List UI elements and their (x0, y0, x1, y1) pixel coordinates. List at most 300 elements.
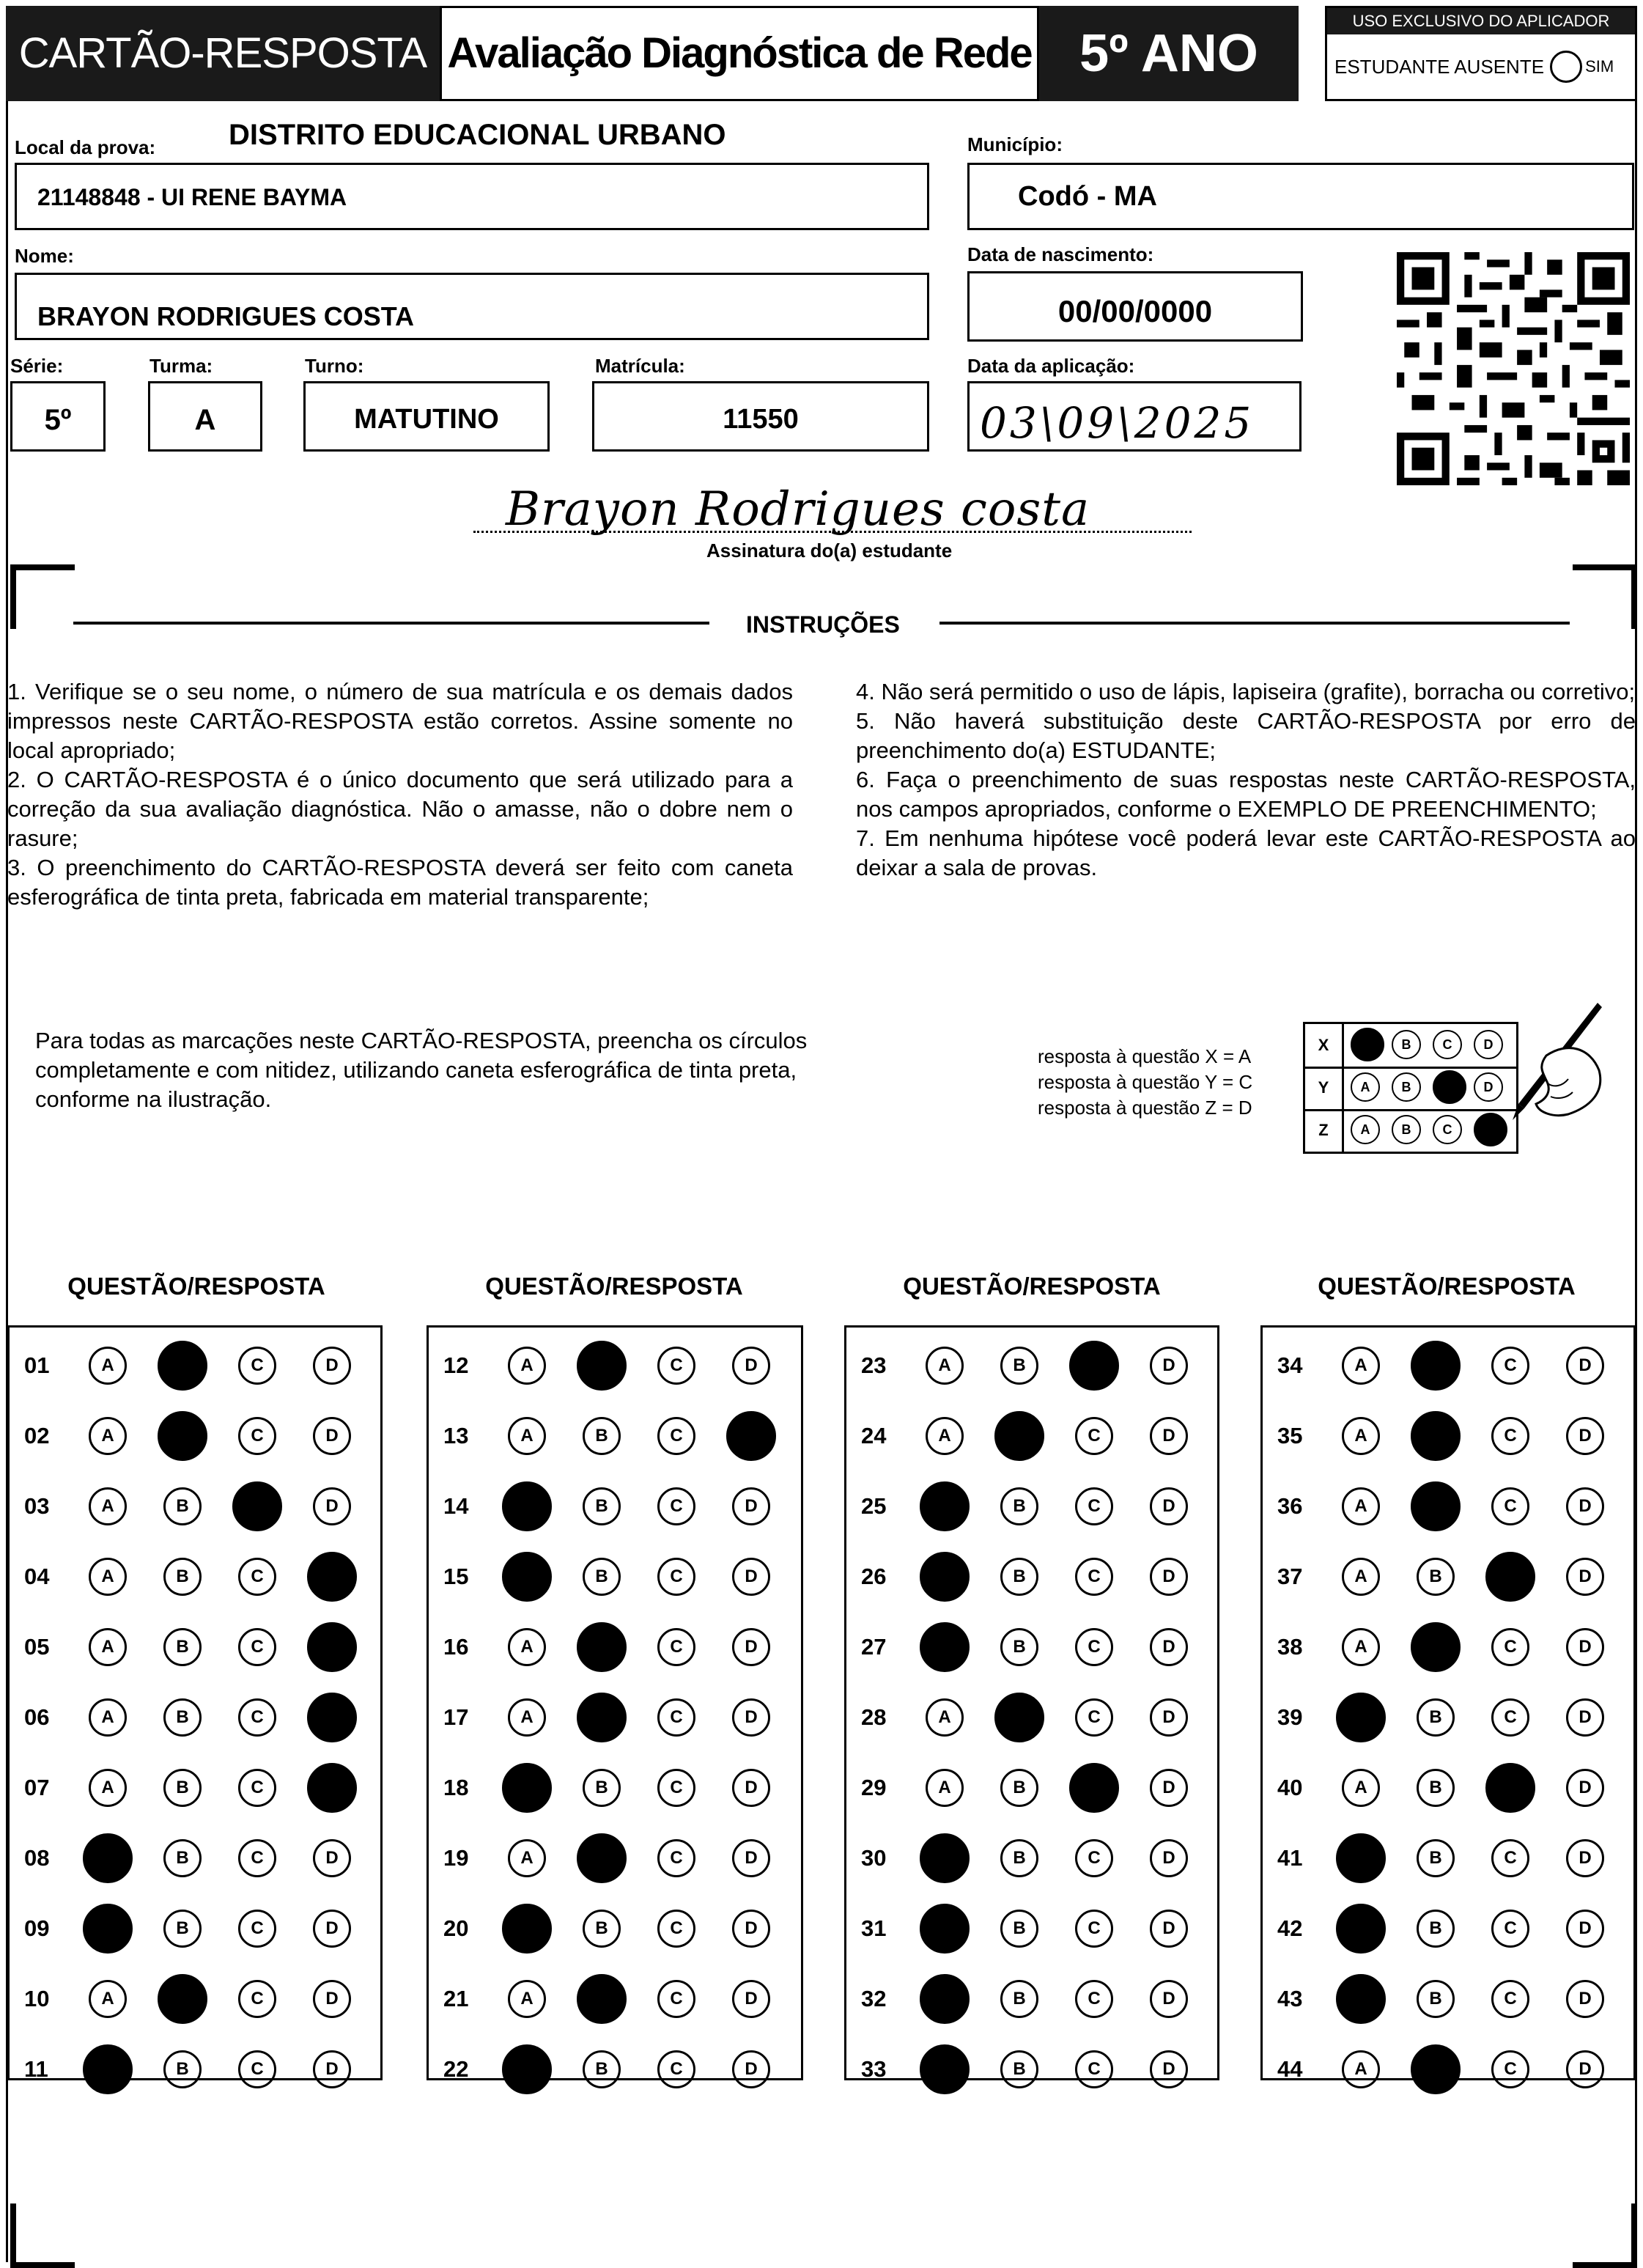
question-row (1263, 1344, 1633, 1388)
answer-bubble-b[interactable]: B (583, 1910, 621, 1948)
answer-bubble-filled-b[interactable] (994, 1693, 1044, 1742)
answer-bubble-d[interactable]: D (732, 1698, 770, 1737)
answer-bubble-filled-c[interactable] (1485, 1552, 1535, 1602)
answer-bubble-c[interactable]: C (1491, 1628, 1529, 1666)
nascimento-label: Data de nascimento: (967, 243, 1154, 265)
column-header-4: QUESTÃO/RESPOSTA (1318, 1273, 1576, 1300)
answer-bubble-d[interactable]: D (1566, 1558, 1604, 1596)
answer-bubble-a[interactable]: A (508, 1698, 546, 1737)
answer-bubble-c[interactable]: C (1075, 1980, 1113, 2018)
question-row (10, 1977, 380, 2021)
answer-bubble-c[interactable]: C (657, 1769, 695, 1807)
question-row (10, 1625, 380, 1669)
nome-field (15, 273, 929, 340)
answer-bubble-filled-d[interactable] (307, 1552, 357, 1602)
question-number: 04 (24, 1564, 50, 1589)
question-row (1263, 1907, 1633, 1951)
answer-bubble-a[interactable]: A (1342, 1558, 1380, 1596)
answer-bubble-a[interactable]: A (1342, 1628, 1380, 1666)
question-number: 15 (443, 1564, 469, 1589)
answer-bubble-b[interactable]: B (1417, 1980, 1455, 2018)
question-row (1263, 1696, 1633, 1739)
question-row (429, 1836, 801, 1880)
question-number: 13 (443, 1423, 469, 1448)
answer-bubble-filled-d[interactable] (307, 1622, 357, 1672)
answer-bubble-b[interactable]: B (583, 1487, 621, 1525)
answer-bubble-b[interactable]: B (1000, 2050, 1038, 2088)
question-row (10, 1344, 380, 1388)
question-row (1263, 1414, 1633, 1458)
answer-bubble-filled-a[interactable] (83, 2044, 133, 2094)
answer-bubble-d[interactable]: D (732, 2050, 770, 2088)
answer-bubble-c[interactable]: C (1075, 2050, 1113, 2088)
answer-bubble-c[interactable]: C (238, 2050, 276, 2088)
signature-caption: Assinatura do(a) estudante (706, 540, 953, 562)
answer-bubble-d[interactable]: D (1150, 1487, 1188, 1525)
answer-bubble-c[interactable]: C (1075, 1487, 1113, 1525)
answer-bubble-b[interactable]: B (163, 1558, 202, 1596)
answer-bubble-c[interactable]: C (1075, 1839, 1113, 1877)
answer-bubble-a[interactable]: A (89, 1347, 127, 1385)
answer-bubble-filled-a[interactable] (920, 1833, 970, 1883)
nome-label: Nome: (15, 245, 74, 267)
example-row-label: Z (1305, 1109, 1344, 1152)
answer-bubble-filled-a[interactable] (83, 1904, 133, 1954)
answer-bubble-filled-b[interactable] (577, 1974, 627, 2024)
answer-bubble-c[interactable]: C (1491, 2050, 1529, 2088)
question-number: 32 (861, 1986, 887, 2011)
instruction-5: 5. Não haverá substituição deste CARTÃO-RESPOSTA por erro de preenchimento do(a) ESTUDANTE; (856, 708, 1636, 763)
answer-bubble-c[interactable]: C (657, 1839, 695, 1877)
example-bubble-b: B (1392, 1030, 1421, 1059)
question-row (10, 1696, 380, 1739)
answer-bubble-a[interactable]: A (89, 1698, 127, 1737)
answer-bubble-b[interactable]: B (1000, 1910, 1038, 1948)
answer-bubble-d[interactable]: D (732, 1628, 770, 1666)
instruction-7: 7. Em nenhuma hipótese você poderá levar este CARTÃO-RESPOSTA ao deixar a sala de provas. (856, 825, 1636, 880)
answer-bubble-filled-a[interactable] (502, 1552, 552, 1602)
answer-bubble-filled-a[interactable] (502, 1904, 552, 1954)
answer-bubble-c[interactable]: C (1491, 1698, 1529, 1737)
absent-bubble[interactable] (1550, 51, 1582, 83)
answer-bubble-c[interactable]: C (657, 1417, 695, 1455)
question-row (1263, 1766, 1633, 1810)
column-header-2: QUESTÃO/RESPOSTA (485, 1273, 743, 1300)
answer-bubble-d[interactable]: D (313, 1417, 351, 1455)
question-row (846, 1696, 1217, 1739)
question-row (846, 1555, 1217, 1599)
instruction-1: 1. Verifique se o seu nome, o número de sua matrícula e os demais dados impressos neste CARTÃO-RESPOSTA estão corretos. Assine somente no local apropriado; (7, 679, 793, 763)
question-row (10, 1484, 380, 1528)
question-row (429, 1977, 801, 2021)
answer-bubble-d[interactable]: D (1150, 1839, 1188, 1877)
turno-value: MATUTINO (354, 404, 499, 435)
exclusive-use-label: USO EXCLUSIVO DO APLICADOR (1327, 8, 1635, 34)
question-row (846, 1344, 1217, 1388)
answer-bubble-b[interactable]: B (583, 1558, 621, 1596)
answer-bubble-filled-d[interactable] (307, 1763, 357, 1813)
answer-bubble-d[interactable]: D (732, 1839, 770, 1877)
answer-bubble-a[interactable]: A (926, 1417, 964, 1455)
question-number: 22 (443, 2056, 469, 2082)
answer-bubble-d[interactable]: D (732, 1910, 770, 1948)
question-number: 30 (861, 1845, 887, 1871)
example-line-z: resposta à questão Z = D (1038, 1097, 1252, 1119)
question-row (846, 1907, 1217, 1951)
example-legend (1038, 1044, 1252, 1121)
answer-bubble-filled-c[interactable] (1485, 1763, 1535, 1813)
answer-bubble-a[interactable]: A (926, 1698, 964, 1737)
answer-bubble-b[interactable]: B (163, 1698, 202, 1737)
answer-bubble-a[interactable]: A (1342, 1487, 1380, 1525)
answer-bubble-b[interactable]: B (163, 1910, 202, 1948)
answer-bubble-c[interactable]: C (657, 1347, 695, 1385)
example-bubble-a: A (1351, 1072, 1380, 1102)
answer-bubble-filled-b[interactable] (1411, 1622, 1461, 1672)
instructions-rule-right (939, 622, 1570, 625)
question-row (1263, 1836, 1633, 1880)
turno-label: Turno: (305, 355, 364, 377)
answer-bubble-a[interactable]: A (926, 1769, 964, 1807)
answer-bubble-filled-d[interactable] (726, 1411, 776, 1461)
question-row (429, 1625, 801, 1669)
answer-bubble-c[interactable]: C (238, 1910, 276, 1948)
answer-bubble-filled-a[interactable] (1336, 1904, 1386, 1954)
answer-bubble-d[interactable]: D (1566, 2050, 1604, 2088)
instructions-right (856, 677, 1636, 883)
aplicacao-value: 03\09\2025 (980, 398, 1255, 448)
example-row-label: X (1305, 1024, 1344, 1067)
answer-bubble-a[interactable]: A (89, 1769, 127, 1807)
answer-bubble-filled-b[interactable] (994, 1411, 1044, 1461)
answer-bubble-b[interactable]: B (583, 1769, 621, 1807)
answer-bubble-d[interactable]: D (313, 1839, 351, 1877)
answer-bubble-c[interactable]: C (657, 1558, 695, 1596)
answer-bubble-b[interactable]: B (163, 2050, 202, 2088)
answer-bubble-filled-b[interactable] (577, 1693, 627, 1742)
question-number: 07 (24, 1775, 50, 1800)
answer-bubble-a[interactable]: A (1342, 1347, 1380, 1385)
answer-bubble-c[interactable]: C (1491, 1910, 1529, 1948)
answer-bubble-filled-a[interactable] (83, 1833, 133, 1883)
answer-bubble-d[interactable]: D (1566, 1698, 1604, 1737)
exam-name-block (440, 6, 1039, 101)
instruction-3: 3. O preenchimento do CARTÃO-RESPOSTA deverá ser feito com caneta esferográfica de tinta preta, fabricada em material transparente; (7, 855, 793, 910)
question-row (846, 1836, 1217, 1880)
column-header-3: QUESTÃO/RESPOSTA (903, 1273, 1161, 1300)
question-row (429, 1766, 801, 1810)
serie-value: 5º (44, 404, 72, 436)
answer-bubble-c[interactable]: C (1491, 1839, 1529, 1877)
answer-bubble-d[interactable]: D (1566, 1980, 1604, 2018)
question-number: 44 (1277, 2056, 1303, 2082)
answer-bubble-d[interactable]: D (732, 1487, 770, 1525)
question-column-3 (844, 1325, 1219, 2080)
question-row (1263, 1484, 1633, 1528)
answer-bubble-filled-b[interactable] (158, 1341, 207, 1391)
answer-bubble-filled-d[interactable] (307, 1693, 357, 1742)
answer-bubble-d[interactable]: D (1566, 1910, 1604, 1948)
answer-bubble-b[interactable]: B (1000, 1839, 1038, 1877)
answer-bubble-b[interactable]: B (583, 2050, 621, 2088)
answer-bubble-c[interactable]: C (657, 2050, 695, 2088)
answer-bubble-d[interactable]: D (732, 1347, 770, 1385)
question-number: 08 (24, 1845, 50, 1871)
answer-bubble-d[interactable]: D (313, 2050, 351, 2088)
answer-bubble-b[interactable]: B (1417, 1839, 1455, 1877)
answer-bubble-d[interactable]: D (1150, 1558, 1188, 1596)
question-number: 17 (443, 1704, 469, 1730)
question-number: 39 (1277, 1704, 1303, 1730)
question-number: 40 (1277, 1775, 1303, 1800)
serie-label: Série: (10, 355, 64, 377)
answer-bubble-d[interactable]: D (1150, 1347, 1188, 1385)
matricula-label: Matrícula: (595, 355, 685, 377)
answer-bubble-c[interactable]: C (238, 1980, 276, 2018)
answer-bubble-a[interactable]: A (1342, 1417, 1380, 1455)
answer-bubble-d[interactable]: D (732, 1769, 770, 1807)
answer-bubble-a[interactable]: A (1342, 2050, 1380, 2088)
answer-bubble-a[interactable]: A (89, 1487, 127, 1525)
answer-bubble-filled-a[interactable] (502, 2044, 552, 2094)
answer-bubble-c[interactable]: C (1075, 1628, 1113, 1666)
question-number: 18 (443, 1775, 469, 1800)
answer-bubble-filled-b[interactable] (1411, 1341, 1461, 1391)
answer-bubble-b[interactable]: B (1417, 1558, 1455, 1596)
question-number: 37 (1277, 1564, 1303, 1589)
answer-bubble-a[interactable]: A (1342, 1769, 1380, 1807)
answer-bubble-b[interactable]: B (1000, 1628, 1038, 1666)
matricula-value: 11550 (723, 404, 799, 435)
answer-bubble-d[interactable]: D (1150, 1698, 1188, 1737)
absent-yes: SIM (1585, 57, 1614, 76)
answer-bubble-filled-b[interactable] (158, 1411, 207, 1461)
answer-bubble-c[interactable]: C (657, 1980, 695, 2018)
answer-bubble-d[interactable]: D (1150, 2050, 1188, 2088)
answer-bubble-a[interactable]: A (508, 1839, 546, 1877)
answer-bubble-a[interactable]: A (89, 1417, 127, 1455)
answer-bubble-d[interactable]: D (1566, 1769, 1604, 1807)
question-number: 12 (443, 1352, 469, 1378)
answer-bubble-b[interactable]: B (1417, 1910, 1455, 1948)
answer-bubble-d[interactable]: D (1566, 1839, 1604, 1877)
answer-bubble-c[interactable]: C (1075, 1558, 1113, 1596)
answer-bubble-b[interactable]: B (1000, 1980, 1038, 2018)
turma-value: A (194, 404, 216, 436)
answer-bubble-filled-a[interactable] (502, 1481, 552, 1531)
turma-field (148, 381, 262, 452)
answer-bubble-c[interactable]: C (1075, 1698, 1113, 1737)
answer-bubble-d[interactable]: D (313, 1980, 351, 2018)
question-number: 38 (1277, 1634, 1303, 1660)
question-column-4 (1260, 1325, 1636, 2080)
answer-bubble-b[interactable]: B (163, 1769, 202, 1807)
question-number: 42 (1277, 1915, 1303, 1941)
question-number: 01 (24, 1352, 50, 1378)
example-line-x: resposta à questão X = A (1038, 1045, 1252, 1067)
answer-bubble-d[interactable]: D (1150, 1417, 1188, 1455)
answer-bubble-filled-b[interactable] (1411, 2044, 1461, 2094)
answer-bubble-filled-a[interactable] (920, 2044, 970, 2094)
answer-bubble-c[interactable]: C (657, 1628, 695, 1666)
question-row (429, 1555, 801, 1599)
answer-bubble-filled-a[interactable] (1336, 1693, 1386, 1742)
answer-bubble-filled-b[interactable] (1411, 1481, 1461, 1531)
answer-bubble-filled-a[interactable] (920, 1552, 970, 1602)
question-number: 28 (861, 1704, 887, 1730)
question-number: 02 (24, 1423, 50, 1448)
answer-bubble-a[interactable]: A (89, 1628, 127, 1666)
answer-bubble-b[interactable]: B (1000, 1769, 1038, 1807)
question-row (1263, 1977, 1633, 2021)
answer-bubble-filled-b[interactable] (577, 1833, 627, 1883)
answer-bubble-c[interactable]: C (657, 1487, 695, 1525)
question-row (10, 1907, 380, 1951)
answer-bubble-d[interactable]: D (732, 1980, 770, 2018)
question-number: 05 (24, 1634, 50, 1660)
answer-bubble-c[interactable]: C (657, 1910, 695, 1948)
answer-bubble-d[interactable]: D (313, 1487, 351, 1525)
answer-bubble-a[interactable]: A (508, 1980, 546, 2018)
answer-bubble-filled-c[interactable] (232, 1481, 282, 1531)
question-row (1263, 1625, 1633, 1669)
instructions-rule-left (73, 622, 709, 625)
answer-bubble-c[interactable]: C (1491, 1417, 1529, 1455)
nome-value: BRAYON RODRIGUES COSTA (37, 301, 415, 331)
answer-bubble-filled-a[interactable] (920, 1904, 970, 1954)
question-row (846, 1414, 1217, 1458)
answer-bubble-d[interactable]: D (1566, 1417, 1604, 1455)
answer-bubble-b[interactable]: B (163, 1628, 202, 1666)
instructions-title: INSTRUÇÕES (746, 611, 900, 638)
turma-label: Turma: (149, 355, 213, 377)
answer-bubble-a[interactable]: A (89, 1980, 127, 2018)
answer-bubble-d[interactable]: D (313, 1347, 351, 1385)
answer-bubble-a[interactable]: A (926, 1347, 964, 1385)
card-title-block (6, 6, 440, 101)
answer-bubble-c[interactable]: C (1075, 1417, 1113, 1455)
answer-bubble-filled-a[interactable] (1336, 1833, 1386, 1883)
example-bubble-d: D (1474, 1072, 1503, 1102)
question-number: 33 (861, 2056, 887, 2082)
example-bubble-c: C (1433, 1115, 1462, 1144)
answer-bubble-c[interactable]: C (657, 1698, 695, 1737)
answer-bubble-filled-a[interactable] (920, 1974, 970, 2024)
fill-note: Para todas as marcações neste CARTÃO-RESPOSTA, preencha os círculos completamente e com nitidez, utilizando caneta esferográfica de tinta preta, conforme na ilustração. (35, 1028, 808, 1112)
example-bubble-a (1351, 1028, 1384, 1061)
absent-label: ESTUDANTE AUSENTE (1334, 55, 1545, 78)
question-number: 10 (24, 1986, 50, 2011)
answer-bubble-d[interactable]: D (1150, 1910, 1188, 1948)
answer-bubble-filled-c[interactable] (1069, 1763, 1119, 1813)
answer-bubble-d[interactable]: D (1566, 1347, 1604, 1385)
card-title: CARTÃO-RESPOSTA (18, 29, 427, 77)
answer-bubble-filled-b[interactable] (158, 1974, 207, 2024)
question-row (846, 1766, 1217, 1810)
answer-bubble-d[interactable]: D (1150, 1628, 1188, 1666)
answer-bubble-c[interactable]: C (238, 1558, 276, 1596)
question-number: 25 (861, 1493, 887, 1519)
question-number: 29 (861, 1775, 887, 1800)
question-row (429, 1344, 801, 1388)
answer-bubble-b[interactable]: B (1000, 1558, 1038, 1596)
answer-bubble-c[interactable]: C (1491, 1487, 1529, 1525)
answer-bubble-b[interactable]: B (583, 1417, 621, 1455)
answer-bubble-filled-a[interactable] (920, 1622, 970, 1672)
corner-bottom-right (1573, 2203, 1637, 2268)
answer-bubble-c[interactable]: C (238, 1769, 276, 1807)
example-bubble-a: A (1351, 1115, 1380, 1144)
answer-bubble-b[interactable]: B (163, 1839, 202, 1877)
example-bubble-d: D (1474, 1030, 1503, 1059)
instruction-6: 6. Faça o preenchimento de suas respostas neste CARTÃO-RESPOSTA, nos campos apropriados, conforme o EXEMPLO DE PREENCHIMENTO; (856, 767, 1636, 822)
question-column-2 (427, 1325, 803, 2080)
answer-bubble-b[interactable]: B (1417, 1769, 1455, 1807)
answer-bubble-d[interactable]: D (313, 1910, 351, 1948)
answer-bubble-filled-b[interactable] (1411, 1411, 1461, 1461)
instructions-left (7, 677, 793, 912)
answer-bubble-filled-a[interactable] (502, 1763, 552, 1813)
question-number: 09 (24, 1915, 50, 1941)
answer-bubble-d[interactable]: D (1566, 1628, 1604, 1666)
grade-block (1039, 6, 1299, 101)
answer-bubble-c[interactable]: C (1491, 1347, 1529, 1385)
answer-bubble-c[interactable]: C (238, 1347, 276, 1385)
question-row (429, 1414, 801, 1458)
question-row (846, 1977, 1217, 2021)
answer-bubble-c[interactable]: C (238, 1628, 276, 1666)
answer-bubble-filled-b[interactable] (577, 1622, 627, 1672)
answer-bubble-a[interactable]: A (508, 1347, 546, 1385)
answer-bubble-b[interactable]: B (1000, 1347, 1038, 1385)
local-field (15, 163, 929, 230)
question-number: 34 (1277, 1352, 1303, 1378)
answer-bubble-filled-b[interactable] (577, 1341, 627, 1391)
pen-hand-icon (1480, 997, 1612, 1144)
example-row-label: Y (1305, 1067, 1344, 1109)
question-row (10, 1766, 380, 1810)
column-header-1: QUESTÃO/RESPOSTA (67, 1273, 325, 1300)
answer-bubble-a[interactable]: A (89, 1558, 127, 1596)
answer-bubble-d[interactable]: D (732, 1558, 770, 1596)
question-number: 23 (861, 1352, 887, 1378)
answer-bubble-c[interactable]: C (238, 1839, 276, 1877)
local-label: Local da prova: (15, 136, 156, 158)
answer-bubble-filled-a[interactable] (1336, 1974, 1386, 2024)
answer-bubble-filled-a[interactable] (920, 1481, 970, 1531)
corner-top-right (1573, 564, 1637, 629)
example-line-y: resposta à questão Y = C (1038, 1071, 1253, 1093)
answer-bubble-c[interactable]: C (238, 1417, 276, 1455)
question-row (429, 1907, 801, 1951)
answer-bubble-d[interactable]: D (1150, 1769, 1188, 1807)
corner-top-left (10, 564, 75, 629)
question-number: 41 (1277, 1845, 1303, 1871)
answer-bubble-a[interactable]: A (508, 1417, 546, 1455)
answer-bubble-c[interactable]: C (238, 1698, 276, 1737)
nascimento-field (967, 271, 1303, 342)
answer-bubble-filled-c[interactable] (1069, 1341, 1119, 1391)
answer-bubble-c[interactable]: C (1075, 1910, 1113, 1948)
answer-bubble-b[interactable]: B (1000, 1487, 1038, 1525)
answer-bubble-b[interactable]: B (163, 1487, 202, 1525)
answer-bubble-a[interactable]: A (508, 1628, 546, 1666)
answer-bubble-b[interactable]: B (1417, 1698, 1455, 1737)
question-number: 11 (24, 2056, 48, 2082)
answer-bubble-d[interactable]: D (1566, 1487, 1604, 1525)
answer-bubble-c[interactable]: C (1491, 1980, 1529, 2018)
answer-bubble-d[interactable]: D (1150, 1980, 1188, 2018)
